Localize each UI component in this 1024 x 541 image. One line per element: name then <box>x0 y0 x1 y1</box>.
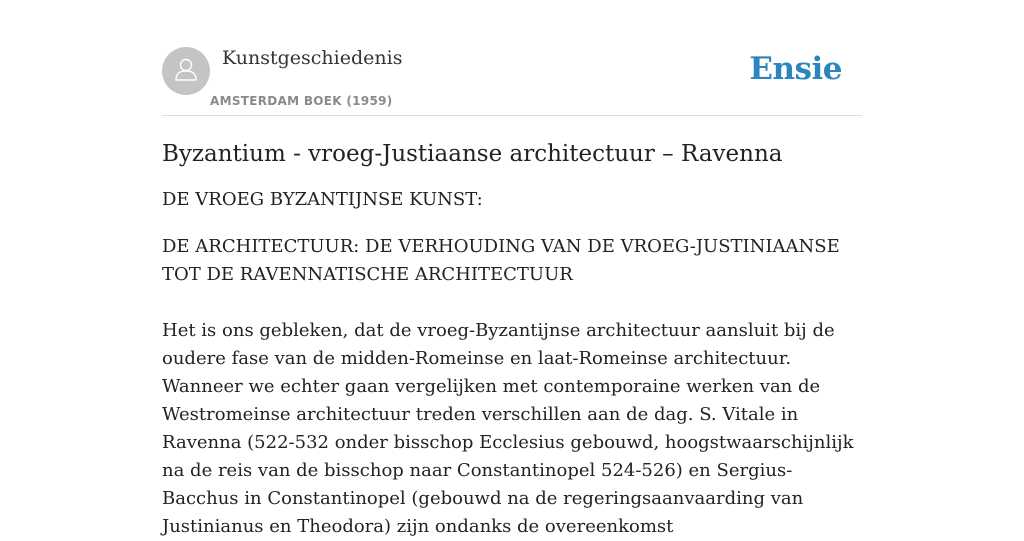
book-title[interactable]: Kunstgeschiedenis <box>222 47 403 69</box>
article-subheading: DE VROEG BYZANTIJNSE KUNST: <box>162 189 483 210</box>
avatar <box>162 47 210 95</box>
article <box>162 138 862 541</box>
book-source: AMSTERDAM BOEK (1959) <box>210 94 393 108</box>
header <box>162 0 862 116</box>
article-section-heading: DE ARCHITECTUUR: DE VERHOUDING VAN DE VROEG-JUSTINIAANSE TOT DE RAVENNATISCHE ARCHITECTUUR <box>162 236 840 285</box>
user-icon <box>171 54 201 89</box>
article-paragraph: Het is ons gebleken, dat de vroeg-Byzantijnse architectuur aansluit bij de oudere fase van de midden-Romeinse en laat-Romeinse architectuur. Wanneer we echter gaan vergelijken met contemporaine werken van de Westromeinse architectuur treden verschillen aan de dag. S. Vitale in Ravenna (522-532 onder bisschop Ecclesius gebouwd, hoogstwaarschijnlijk na de reis van de bisschop naar Constantinopel 524-526) en Sergius-Bacchus in Constantinopel (gebouwd na de regeringsaanvaarding van Justinianus en Theodora) zijn ondanks de overeenkomst <box>162 320 854 537</box>
ensie-logo[interactable]: Ensie <box>749 51 842 87</box>
article-title: Byzantium - vroeg-Justiaanse architectuur – Ravenna <box>162 141 783 167</box>
